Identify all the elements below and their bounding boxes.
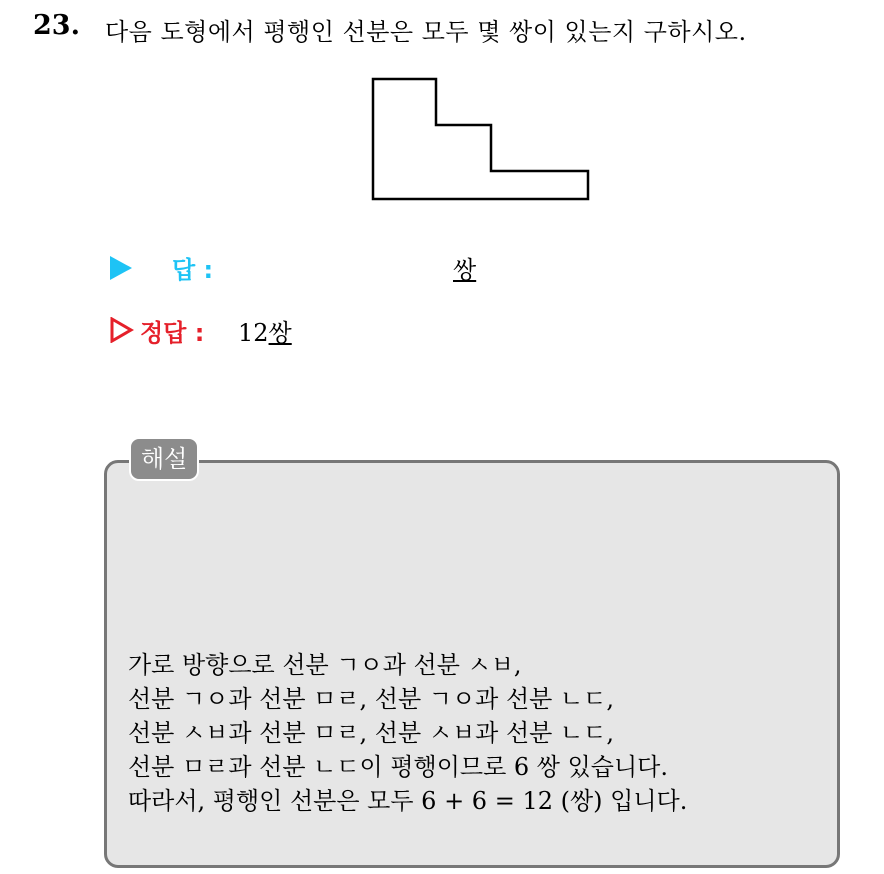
- solution-line-3: 선분 ㅅㅂ과 선분 ㅁㄹ, 선분 ㅅㅂ과 선분 ㄴㄷ,: [128, 719, 614, 747]
- correct-answer-row: [110, 313, 510, 349]
- solution-line-1: 가로 방향으로 선분 ㄱㅇ과 선분 ㅅㅂ,: [128, 651, 522, 679]
- solution-explanation: [128, 648, 687, 818]
- question-text: 다음 도형에서 평행인 선분은 모두 몇 쌍이 있는지 구하시오.: [105, 18, 747, 46]
- solution-line-4: 선분 ㅁㄹ과 선분 ㄴㄷ이 평행이므로 6 쌍 있습니다.: [128, 753, 668, 781]
- solution-tag: 해설: [129, 437, 199, 481]
- answer-unit: 쌍: [453, 256, 477, 284]
- outline-triangle-icon: [110, 317, 134, 343]
- staircase-figure: [373, 79, 588, 199]
- correct-answer-unit: 쌍: [268, 319, 292, 347]
- solution-line-2: 선분 ㄱㅇ과 선분 ㅁㄹ, 선분 ㄱㅇ과 선분 ㄴㄷ,: [128, 685, 614, 713]
- question-number: 23.: [33, 10, 80, 41]
- answer-row: [110, 250, 510, 286]
- correct-answer-label: 정답 :: [140, 319, 205, 347]
- filled-triangle-icon: [110, 256, 132, 280]
- correct-answer-value: [238, 313, 292, 348]
- solution-line-5: 따라서, 평행인 선분은 모두 6 + 6 = 12 (쌍) 입니다.: [128, 787, 688, 815]
- answer-label: 답 :: [172, 256, 214, 284]
- correct-answer-number: 12: [238, 319, 269, 347]
